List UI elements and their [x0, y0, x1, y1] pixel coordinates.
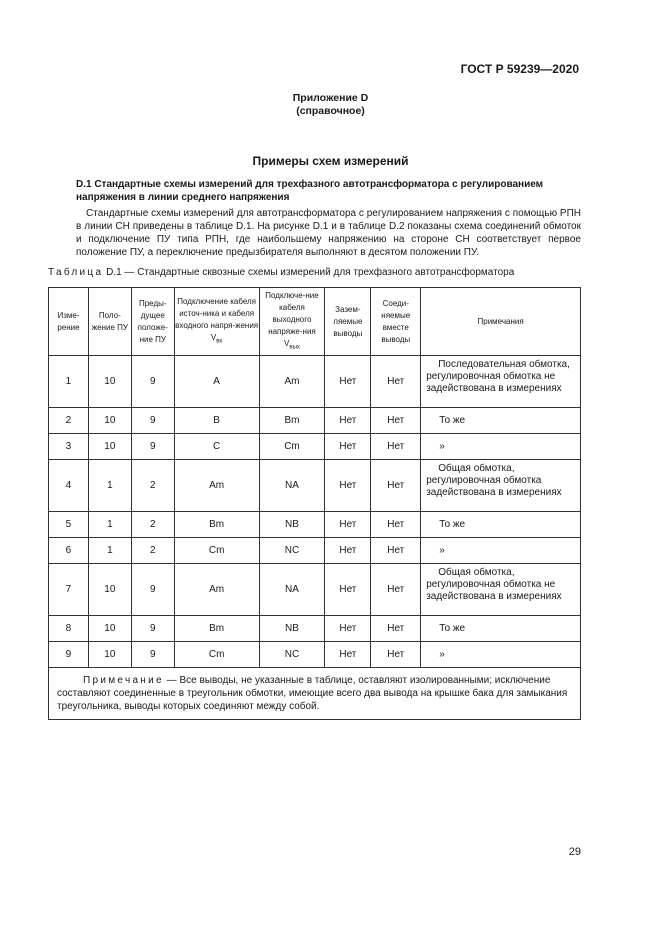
cell-source: A — [174, 356, 259, 408]
cell-remark: То же — [421, 512, 581, 538]
header-notes: Примечания — [421, 288, 581, 356]
cell-position: 10 — [88, 642, 131, 668]
section-title: D.1 Стандартные схемы измерений для трехфазного автотрансформатора с регулированием напряжения в линии среднего напряжения — [76, 179, 544, 203]
header-measurement: Изме-рение — [49, 288, 89, 356]
cell-output: NB — [259, 512, 325, 538]
cell-output: NC — [259, 642, 325, 668]
table-row — [49, 512, 581, 538]
table-caption-label: Таблица — [48, 267, 104, 278]
header-position: Поло-жение ПУ — [88, 288, 131, 356]
cell-position: 10 — [88, 356, 131, 408]
cell-prev-position: 9 — [131, 356, 174, 408]
table-caption — [48, 267, 514, 278]
cell-remark: То же — [421, 408, 581, 434]
cell-remark: » — [421, 538, 581, 564]
cell-prev-position: 9 — [131, 642, 174, 668]
table-row — [49, 408, 581, 434]
cell-position: 10 — [88, 616, 131, 642]
cell-joined: Нет — [371, 538, 421, 564]
cell-source: Am — [174, 460, 259, 512]
table-row — [49, 434, 581, 460]
cell-remark: » — [421, 642, 581, 668]
header-prev-position: Преды-дущее положе-ние ПУ — [131, 288, 174, 356]
cell-prev-position: 9 — [131, 434, 174, 460]
cell-source: B — [174, 408, 259, 434]
measurement-table — [48, 287, 581, 720]
cell-joined: Нет — [371, 434, 421, 460]
cell-prev-position: 9 — [131, 616, 174, 642]
cell-grounded: Нет — [325, 616, 371, 642]
cell-joined: Нет — [371, 616, 421, 642]
table-row — [49, 642, 581, 668]
section-paragraph: Стандартные схемы измерений для автотрансформатора с регулированием напряжения с помощью РПН в линии СН приведены в таблице D.1. На рисунке D.1 и в таблице D.2 показаны схема соединений обмоток и подключение ПУ типа РПН, где наибольшему напряжению на стороне СН соответствует первое положение ПУ, а переключение предызбирателя выполняют в десятом положении ПУ. — [76, 208, 581, 258]
cell-grounded: Нет — [325, 460, 371, 512]
page-number: 29 — [568, 846, 581, 858]
cell-joined: Нет — [371, 512, 421, 538]
cell-prev-position: 2 — [131, 460, 174, 512]
cell-remark: Общая обмотка, регулировочная обмотка задействована в измерениях — [421, 460, 581, 512]
table-note-label: Примечание — [83, 675, 164, 686]
cell-source: C — [174, 434, 259, 460]
cell-prev-position: 9 — [131, 564, 174, 616]
cell-remark: То же — [421, 616, 581, 642]
cell-joined: Нет — [371, 460, 421, 512]
table-header-row — [49, 288, 581, 356]
cell-measurement: 9 — [49, 642, 89, 668]
cell-source: Am — [174, 564, 259, 616]
cell-position: 10 — [88, 408, 131, 434]
table-row — [49, 538, 581, 564]
cell-grounded: Нет — [325, 512, 371, 538]
cell-prev-position: 2 — [131, 512, 174, 538]
header-grounded: Зазем-ляемые выводы — [325, 288, 371, 356]
cell-measurement: 5 — [49, 512, 89, 538]
header-joined: Соеди-няемые вместе выводы — [371, 288, 421, 356]
cell-measurement: 1 — [49, 356, 89, 408]
cell-prev-position: 9 — [131, 408, 174, 434]
cell-position: 1 — [88, 512, 131, 538]
cell-remark: Последовательная обмотка, регулировочная обмотка не задействована в измерениях — [421, 356, 581, 408]
cell-grounded: Нет — [325, 642, 371, 668]
table-note-text: — Все выводы, не указанные в таблице, оставляют изолированными; исключение составляют соединенные в треугольник обмотки, имеющие всего два вывода на крышке бака для замыкания треугольника, выводы которых соединяют между собой. — [57, 675, 568, 712]
cell-prev-position: 2 — [131, 538, 174, 564]
cell-output: NA — [259, 564, 325, 616]
page-title: Примеры схем измерений — [252, 154, 409, 168]
table-row — [49, 616, 581, 642]
cell-measurement: 7 — [49, 564, 89, 616]
cell-output: Bm — [259, 408, 325, 434]
cell-remark: » — [421, 434, 581, 460]
cell-output: NC — [259, 538, 325, 564]
cell-grounded: Нет — [325, 538, 371, 564]
table-note-row — [49, 668, 581, 720]
cell-grounded: Нет — [325, 434, 371, 460]
cell-position: 10 — [88, 434, 131, 460]
cell-joined: Нет — [371, 564, 421, 616]
cell-measurement: 2 — [49, 408, 89, 434]
cell-remark: Общая обмотка, регулировочная обмотка не задействована в измерениях — [421, 564, 581, 616]
annex-heading — [0, 92, 661, 118]
cell-joined: Нет — [371, 408, 421, 434]
cell-output: Cm — [259, 434, 325, 460]
cell-measurement: 8 — [49, 616, 89, 642]
cell-position: 10 — [88, 564, 131, 616]
cell-source: Cm — [174, 642, 259, 668]
cell-output: Am — [259, 356, 325, 408]
table-row — [49, 460, 581, 512]
cell-joined: Нет — [371, 356, 421, 408]
cell-grounded: Нет — [325, 564, 371, 616]
cell-measurement: 4 — [49, 460, 89, 512]
table-row — [49, 356, 581, 408]
cell-measurement: 3 — [49, 434, 89, 460]
table-note — [49, 668, 581, 720]
cell-grounded: Нет — [325, 408, 371, 434]
cell-source: Bm — [174, 512, 259, 538]
header-source: Подключение кабеля источ-ника и кабеля входного напря-жения $V_{вх}$ — [174, 288, 259, 356]
cell-output: NB — [259, 616, 325, 642]
header-output: Подключе-ние кабеля выходного напряже-ния $V_{вых}$ — [259, 288, 325, 356]
cell-grounded: Нет — [325, 356, 371, 408]
cell-measurement: 6 — [49, 538, 89, 564]
cell-source: Bm — [174, 616, 259, 642]
table-row — [49, 564, 581, 616]
cell-output: NA — [259, 460, 325, 512]
cell-joined: Нет — [371, 642, 421, 668]
cell-position: 1 — [88, 538, 131, 564]
annex-subtitle: (справочное) — [296, 105, 365, 117]
cell-position: 1 — [88, 460, 131, 512]
table-caption-text: D.1 — Стандартные сквозные схемы измерений для трехфазного автотрансформатора — [106, 267, 515, 278]
standard-number: ГОСТ Р 59239—2020 — [460, 62, 579, 76]
annex-title: Приложение D — [292, 92, 369, 104]
cell-source: Cm — [174, 538, 259, 564]
